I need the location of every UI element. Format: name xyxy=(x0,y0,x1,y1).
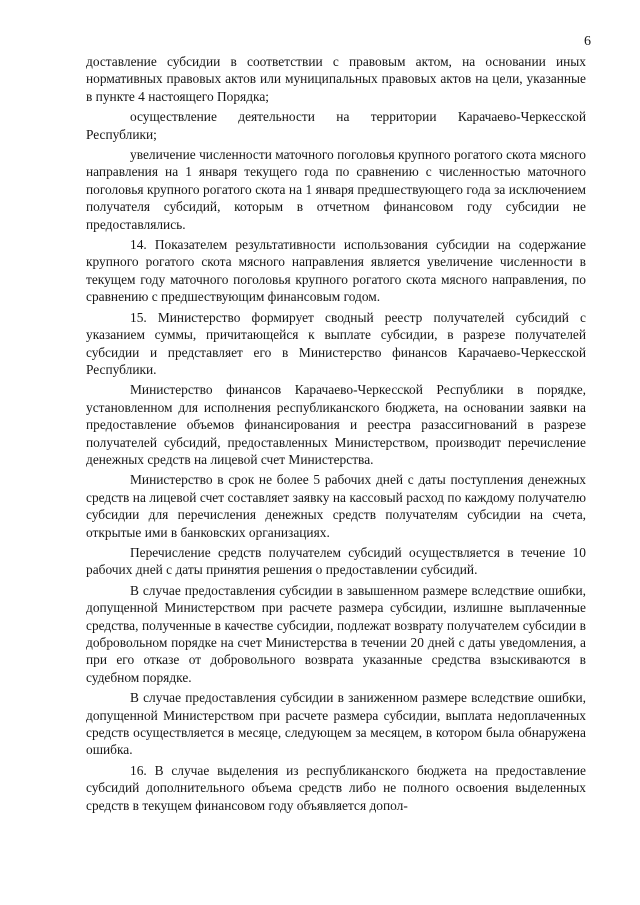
paragraph-transfer: Перечисление средств получателем субсидий осуществляется в течение 10 рабочих дней с даты принятия решения о предоставлении субсидий. xyxy=(86,544,586,578)
document-body xyxy=(86,53,586,817)
page-number: 6 xyxy=(584,34,591,49)
paragraph-term: Министерство в срок не более 5 рабочих дней с даты поступления денежных средств на лицевой счет составляет заявку на кассовый расход по каждому получателю субсидии для перечисления денежных средств получателям субсидии на счета, открытые ими в банковских организациях. xyxy=(86,472,586,540)
paragraph-continuation: доставление субсидии в соответствии с правовым актом, на основании иных нормативных правовых актов или муниципальных правовых актов на цели, указанные в пункте 4 настоящего Порядка; xyxy=(86,54,586,104)
paragraph-understated: В случае предоставления субсидии в заниженном размере вследствие ошибки, допущенной Министерством при расчете размера субсидии, выплата недоплаченных средств осуществляется в месяце, следующем за месяцем, в котором была обнаружена ошибка. xyxy=(86,690,586,758)
paragraph-16: 16. В случае выделения из республиканского бюджета на предоставление субсидий дополнительного объема средств либо не полного освоения выделенных средств в текущем финансовом году объявляется допол- xyxy=(86,762,586,813)
paragraph-15: 15. Министерство формирует сводный реестр получателей субсидий с указанием суммы, причитающейся к выплате субсидии, в разрезе получателей субсидии и представляет его в Министерство финансов Карачаево-Черкесской Республики. xyxy=(86,309,586,377)
paragraph-14: 14. Показателем результативности использования субсидии на содержание крупного рогатого скота мясного направления является увеличение численности в текущем году маточного поголовья крупного рогатого скота мясного направления, по сравнению с предшествующим финансовым годом. xyxy=(86,237,586,305)
paragraph-overstated: В случае предоставления субсидии в завышенном размере вследствие ошибки, допущенной Министерством при расчете размера субсидии, излишне выплаченные средства, полученные в качестве субсидии, подлежат возврату получателем субсидии в добровольном порядке на счет Министерства в течении 20 дней с даты уведомления, а при его отказе от добровольного возврата указанные средства взыскиваются в судебном порядке. xyxy=(86,582,586,685)
paragraph-increase: увеличение численности маточного поголовья крупного рогатого скота мясного направления на 1 января текущего года по сравнению с численностью маточного поголовья крупного рогатого скота на 1 января предшествующего года за исключением получателя субсидий, которым в отчетном финансовом году субсидии не предоставлялись. xyxy=(86,147,586,232)
paragraph-minfin: Министерство финансов Карачаево-Черкесской Республики в порядке, установленном для исполнения республиканского бюджета, на основании заявки на предоставление объемов финансирования и реестра разассигнований в разрезе получателей субсидий, предоставленных Министерством, производит перечисление денежных средств на лицевой счет Министерства. xyxy=(86,382,586,467)
paragraph-activity: осуществление деятельности на территории Карачаево-Черкесской Республики; xyxy=(86,109,586,142)
